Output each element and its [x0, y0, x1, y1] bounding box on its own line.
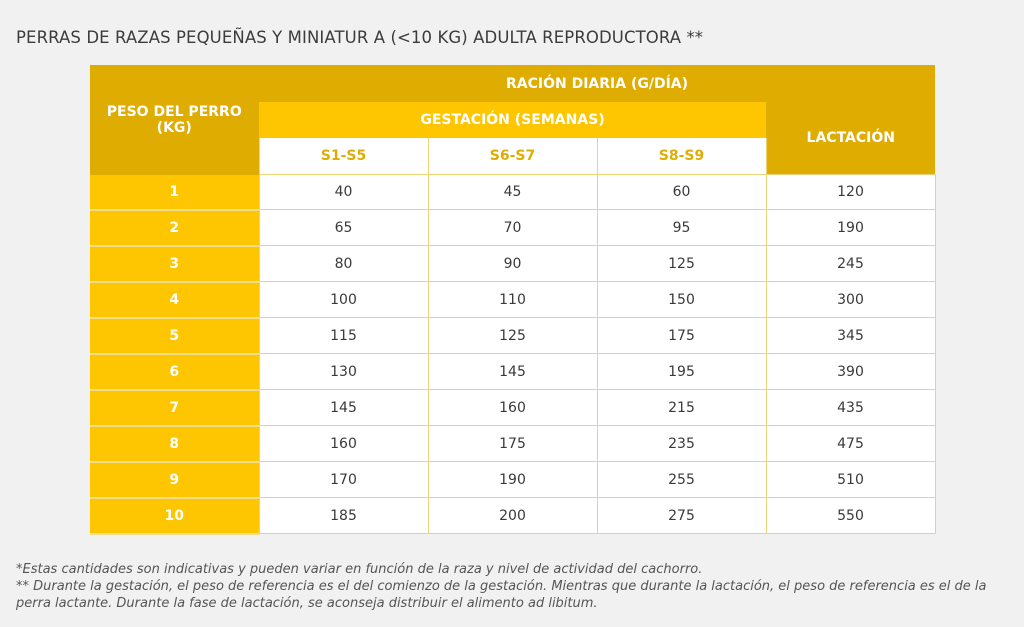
s8-s9-cell: 150 [597, 282, 766, 318]
s1-s5-cell: 65 [259, 210, 428, 246]
lactation-cell: 475 [766, 426, 935, 462]
lactation-cell: 190 [766, 210, 935, 246]
table-row [90, 210, 935, 246]
page-title: PERRAS DE RAZAS PEQUEÑAS Y MINIATUR A (<10 KG) ADULTA REPRODUCTORA ** [16, 28, 704, 47]
s1-s5-cell: 160 [259, 426, 428, 462]
s8-s9-cell: 215 [597, 390, 766, 426]
s1-s5-cell: 115 [259, 318, 428, 354]
s6-s7-cell: 145 [428, 354, 597, 390]
lactation-cell: 435 [766, 390, 935, 426]
gestation-header: GESTACIÓN (SEMANAS) [259, 102, 766, 138]
table-row [90, 462, 935, 498]
s6-s7-cell: 160 [428, 390, 597, 426]
weight-header: PESO DEL PERRO (KG) [90, 65, 259, 175]
lactation-cell: 510 [766, 462, 935, 498]
footnotes [16, 561, 1016, 612]
footnote-2: ** Durante la gestación, el peso de referencia es el del comienzo de la gestación. Mientras que durante la lactación, el peso de referencia es el de la perra lactante. Durante la fase de lactación, se aconseja distribuir el alimento ad libitum. [16, 579, 987, 611]
s8-s9-cell: 235 [597, 426, 766, 462]
table-body [90, 175, 935, 534]
table-row [90, 390, 935, 426]
weight-cell: 8 [90, 426, 259, 462]
s8-s9-cell: 60 [597, 175, 766, 210]
sub-header-s1-s5: S1-S5 [259, 138, 428, 175]
weight-cell: 9 [90, 462, 259, 498]
weight-cell: 10 [90, 498, 259, 534]
s1-s5-cell: 40 [259, 175, 428, 210]
weight-cell: 5 [90, 318, 259, 354]
table-row [90, 246, 935, 282]
s6-s7-cell: 190 [428, 462, 597, 498]
s8-s9-cell: 195 [597, 354, 766, 390]
s6-s7-cell: 125 [428, 318, 597, 354]
s1-s5-cell: 80 [259, 246, 428, 282]
weight-cell: 1 [90, 175, 259, 210]
s8-s9-cell: 95 [597, 210, 766, 246]
s6-s7-cell: 90 [428, 246, 597, 282]
table-row [90, 175, 935, 210]
table-row [90, 426, 935, 462]
table-row [90, 282, 935, 318]
s1-s5-cell: 170 [259, 462, 428, 498]
s8-s9-cell: 275 [597, 498, 766, 534]
table-row [90, 354, 935, 390]
table-row [90, 498, 935, 534]
lactation-cell: 120 [766, 175, 935, 210]
s1-s5-cell: 130 [259, 354, 428, 390]
lactation-header: LACTACIÓN [766, 102, 935, 175]
weight-cell: 4 [90, 282, 259, 318]
weight-cell: 7 [90, 390, 259, 426]
weight-cell: 2 [90, 210, 259, 246]
weight-cell: 3 [90, 246, 259, 282]
weight-cell: 6 [90, 354, 259, 390]
s6-s7-cell: 45 [428, 175, 597, 210]
s8-s9-cell: 175 [597, 318, 766, 354]
footnote-1: *Estas cantidades son indicativas y pueden variar en función de la raza y nivel de actividad del cachorro. [16, 562, 703, 577]
lactation-cell: 390 [766, 354, 935, 390]
ration-header: RACIÓN DIARIA (G/DÍA) [259, 65, 935, 102]
ration-table [90, 65, 936, 535]
s6-s7-cell: 70 [428, 210, 597, 246]
lactation-cell: 345 [766, 318, 935, 354]
s8-s9-cell: 125 [597, 246, 766, 282]
lactation-cell: 550 [766, 498, 935, 534]
sub-header-s8-s9: S8-S9 [597, 138, 766, 175]
lactation-cell: 245 [766, 246, 935, 282]
s8-s9-cell: 255 [597, 462, 766, 498]
s1-s5-cell: 145 [259, 390, 428, 426]
table-row [90, 318, 935, 354]
s1-s5-cell: 100 [259, 282, 428, 318]
s6-s7-cell: 110 [428, 282, 597, 318]
s6-s7-cell: 200 [428, 498, 597, 534]
lactation-cell: 300 [766, 282, 935, 318]
sub-header-s6-s7: S6-S7 [428, 138, 597, 175]
s1-s5-cell: 185 [259, 498, 428, 534]
s6-s7-cell: 175 [428, 426, 597, 462]
table-header [90, 65, 935, 175]
